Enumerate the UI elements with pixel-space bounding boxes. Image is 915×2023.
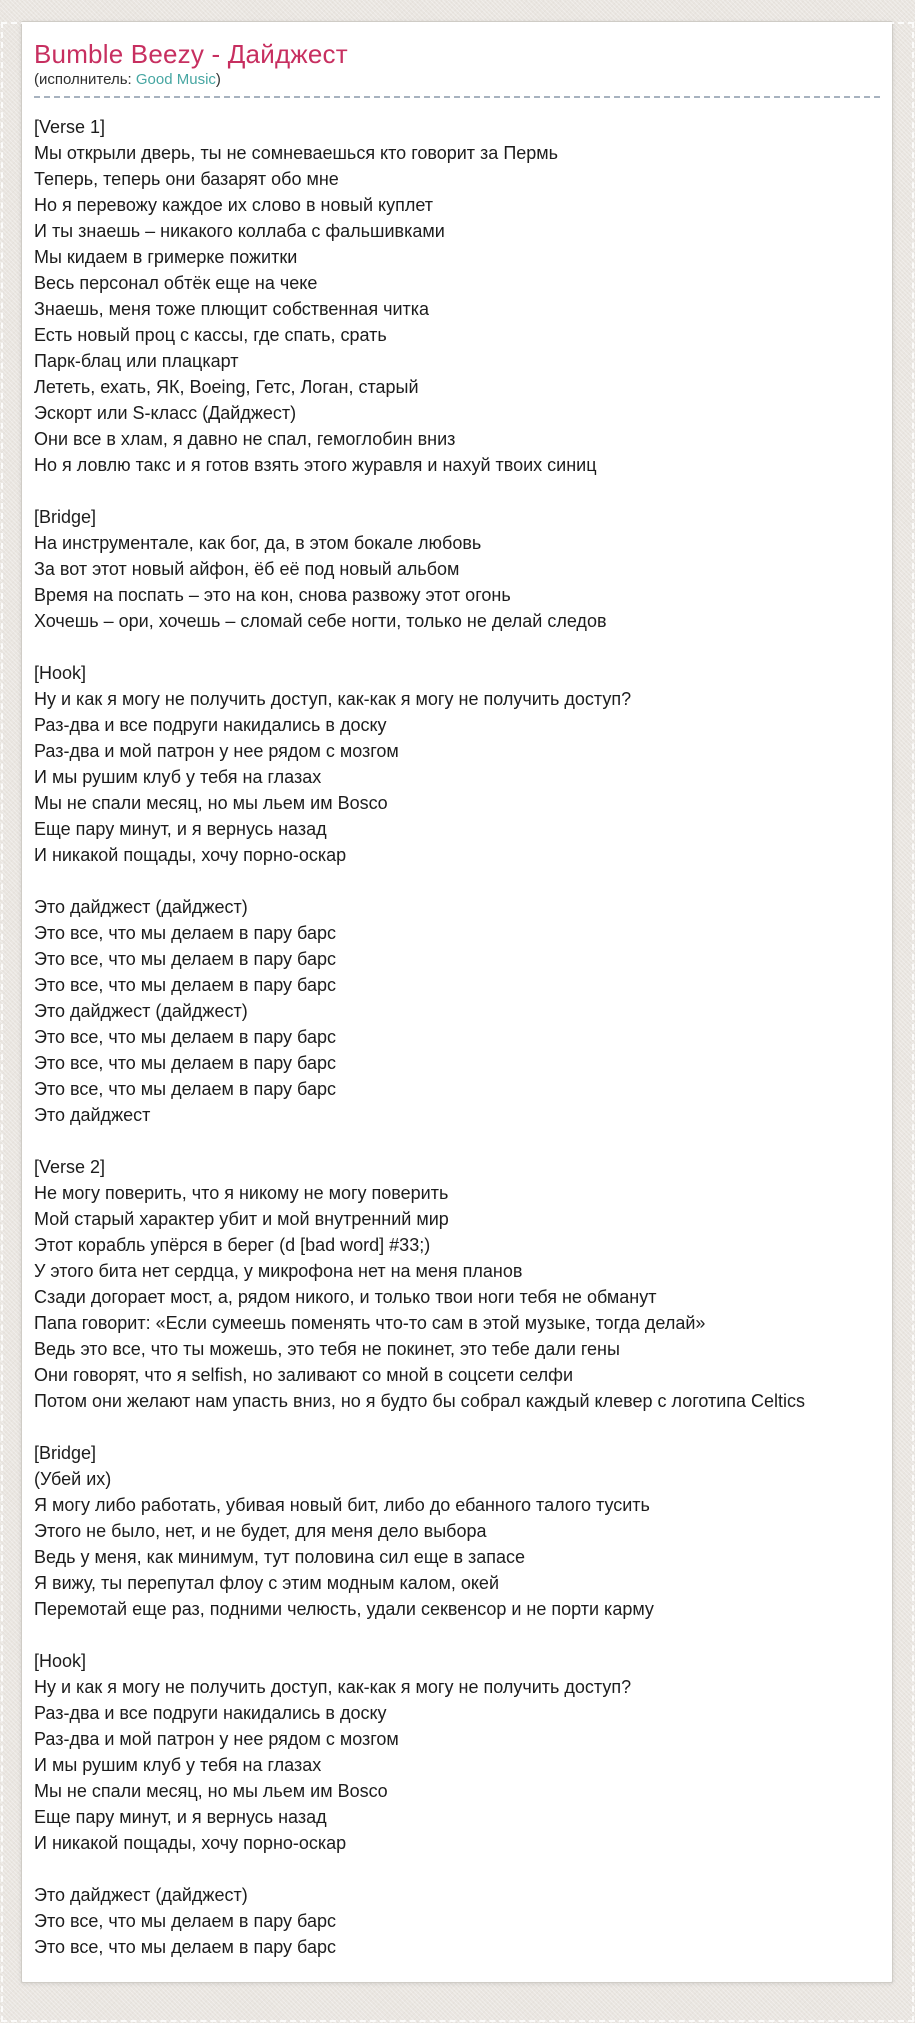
lyric-line: Они говорят, что я selfish, но заливают со мной в соцсети селфи bbox=[34, 1365, 574, 1386]
lyric-line: Есть новый проц с кассы, где спать, срать bbox=[34, 325, 387, 346]
lyric-line: Хочешь – ори, хочешь – сломай себе ногти, только не делай следов bbox=[34, 611, 607, 632]
lyric-line: Раз-два и все подруги накидались в доску bbox=[34, 715, 387, 736]
lyric-line: Мой старый характер убит и мой внутренний мир bbox=[34, 1209, 449, 1230]
lyric-stanza bbox=[34, 1154, 880, 1414]
artist-label: (исполнитель: bbox=[34, 71, 136, 89]
lyric-line: Это все, что мы делаем в пару барс bbox=[34, 975, 336, 996]
lyric-line: У этого бита нет сердца, у микрофона нет на меня планов bbox=[34, 1261, 523, 1282]
lyric-line: Я вижу, ты перепутал флоу с этим модным калом, окей bbox=[34, 1573, 499, 1594]
lyric-line: На инструментале, как бог, да, в этом бокале любовь bbox=[34, 533, 482, 554]
lyric-line: (Убей их) bbox=[34, 1469, 112, 1490]
lyric-line: [Bridge] bbox=[34, 507, 97, 528]
lyric-stanza bbox=[34, 114, 880, 478]
lyric-stanza bbox=[34, 894, 880, 1128]
lyric-line: Они все в хлам, я давно не спал, гемоглобин вниз bbox=[34, 429, 456, 450]
lyric-line: Раз-два и все подруги накидались в доску bbox=[34, 1703, 387, 1724]
lyric-line: [Hook] bbox=[34, 663, 87, 684]
lyric-line: И мы рушим клуб у тебя на глазах bbox=[34, 1755, 322, 1776]
lyric-line: [Verse 2] bbox=[34, 1157, 106, 1178]
lyric-line: Этого не было, нет, и не будет, для меня дело выбора bbox=[34, 1521, 487, 1542]
lyric-line: Но я перевожу каждое их слово в новый куплет bbox=[34, 195, 433, 216]
lyric-line: Ну и как я могу не получить доступ, как-как я могу не получить доступ? bbox=[34, 1677, 632, 1698]
lyric-stanza bbox=[34, 660, 880, 868]
lyric-line: Время на поспать – это на кон, снова развожу этот огонь bbox=[34, 585, 511, 606]
lyrics bbox=[34, 114, 880, 1960]
lyric-line: Раз-два и мой патрон у нее рядом с мозгом bbox=[34, 741, 399, 762]
lyric-line: Это все, что мы делаем в пару барс bbox=[34, 923, 336, 944]
lyric-line: И никакой пощады, хочу порно-оскар bbox=[34, 1833, 347, 1854]
lyric-stanza bbox=[34, 504, 880, 634]
lyric-line: Весь персонал обтёк еще на чеке bbox=[34, 273, 318, 294]
lyric-line: [Verse 1] bbox=[34, 117, 106, 138]
lyric-line: Не могу поверить, что я никому не могу поверить bbox=[34, 1183, 449, 1204]
lyric-line: Этот корабль упёрся в берег (d [bad word] #33;) bbox=[34, 1235, 431, 1256]
lyric-line: Это дайджест bbox=[34, 1105, 151, 1126]
artist-line bbox=[34, 71, 880, 98]
lyric-line: Я могу либо работать, убивая новый бит, либо до ебанного талого тусить bbox=[34, 1495, 650, 1516]
lyric-line: Еще пару минут, и я вернусь назад bbox=[34, 819, 327, 840]
lyric-line: Потом они желают нам упасть вниз, но я будто бы собрал каждый клевер с логотипа Celtics bbox=[34, 1391, 806, 1412]
lyric-line: Парк-блац или плацкарт bbox=[34, 351, 239, 372]
lyric-line: Это все, что мы делаем в пару барс bbox=[34, 1053, 336, 1074]
lyric-line: За вот этот новый айфон, ёб её под новый альбом bbox=[34, 559, 460, 580]
lyric-line: Мы кидаем в гримерке пожитки bbox=[34, 247, 298, 268]
lyric-stanza bbox=[34, 1440, 880, 1622]
lyric-line: Раз-два и мой патрон у нее рядом с мозгом bbox=[34, 1729, 399, 1750]
lyric-line: Это дайджест (дайджест) bbox=[34, 1001, 248, 1022]
lyric-line: Это все, что мы делаем в пару барс bbox=[34, 1911, 336, 1932]
lyric-line: Это все, что мы делаем в пару барс bbox=[34, 1027, 336, 1048]
lyric-line: И ты знаешь – никакого коллаба с фальшивками bbox=[34, 221, 445, 242]
lyric-line: Мы не спали месяц, но мы льем им Bosco bbox=[34, 793, 388, 814]
lyric-line: Папа говорит: «Если сумеешь поменять что-то сам в этой музыке, тогда делай» bbox=[34, 1313, 706, 1334]
lyric-line: Эскорт или S-класс (Дайджест) bbox=[34, 403, 297, 424]
lyric-line: Перемотай еще раз, подними челюсть, удали секвенсор и не порти карму bbox=[34, 1599, 654, 1620]
lyric-line: Еще пару минут, и я вернусь назад bbox=[34, 1807, 327, 1828]
lyric-line: Это все, что мы делаем в пару барс bbox=[34, 1079, 336, 1100]
lyric-line: Это все, что мы делаем в пару барс bbox=[34, 1937, 336, 1958]
lyric-stanza bbox=[34, 1882, 880, 1960]
artist-link[interactable]: Good Music bbox=[135, 71, 216, 89]
lyric-line: Знаешь, меня тоже плющит собственная читка bbox=[34, 299, 430, 320]
lyric-line: Мы не спали месяц, но мы льем им Bosco bbox=[34, 1781, 388, 1802]
lyric-line: Это дайджест (дайджест) bbox=[34, 897, 248, 918]
lyric-line: Это все, что мы делаем в пару барс bbox=[34, 949, 336, 970]
lyric-line: [Hook] bbox=[34, 1651, 87, 1672]
lyric-line: Ведь у меня, как минимум, тут половина сил еще в запасе bbox=[34, 1547, 526, 1568]
page-title: Bumble Beezy - Дайджест bbox=[34, 39, 348, 69]
lyric-stanza bbox=[34, 1648, 880, 1856]
lyric-line: Но я ловлю такс и я готов взять этого журавля и нахуй твоих синиц bbox=[34, 455, 597, 476]
lyric-line: И мы рушим клуб у тебя на глазах bbox=[34, 767, 322, 788]
lyric-line: Это дайджест (дайджест) bbox=[34, 1885, 248, 1906]
lyrics-card bbox=[21, 21, 893, 1983]
lyric-line: Сзади догорает мост, а, рядом никого, и только твои ноги тебя не обманут bbox=[34, 1287, 657, 1308]
lyric-line: И никакой пощады, хочу порно-оскар bbox=[34, 845, 347, 866]
lyric-line: Ну и как я могу не получить доступ, как-как я могу не получить доступ? bbox=[34, 689, 632, 710]
lyric-line: Теперь, теперь они базарят обо мне bbox=[34, 169, 339, 190]
lyric-line: Лететь, ехать, ЯК, Boeing, Гетс, Логан, старый bbox=[34, 377, 419, 398]
lyric-line: Мы открыли дверь, ты не сомневаешься кто говорит за Пермь bbox=[34, 143, 559, 164]
lyric-line: Ведь это все, что ты можешь, это тебя не покинет, это тебе дали гены bbox=[34, 1339, 620, 1360]
lyric-line: [Bridge] bbox=[34, 1443, 97, 1464]
artist-label-close: ) bbox=[215, 71, 221, 89]
